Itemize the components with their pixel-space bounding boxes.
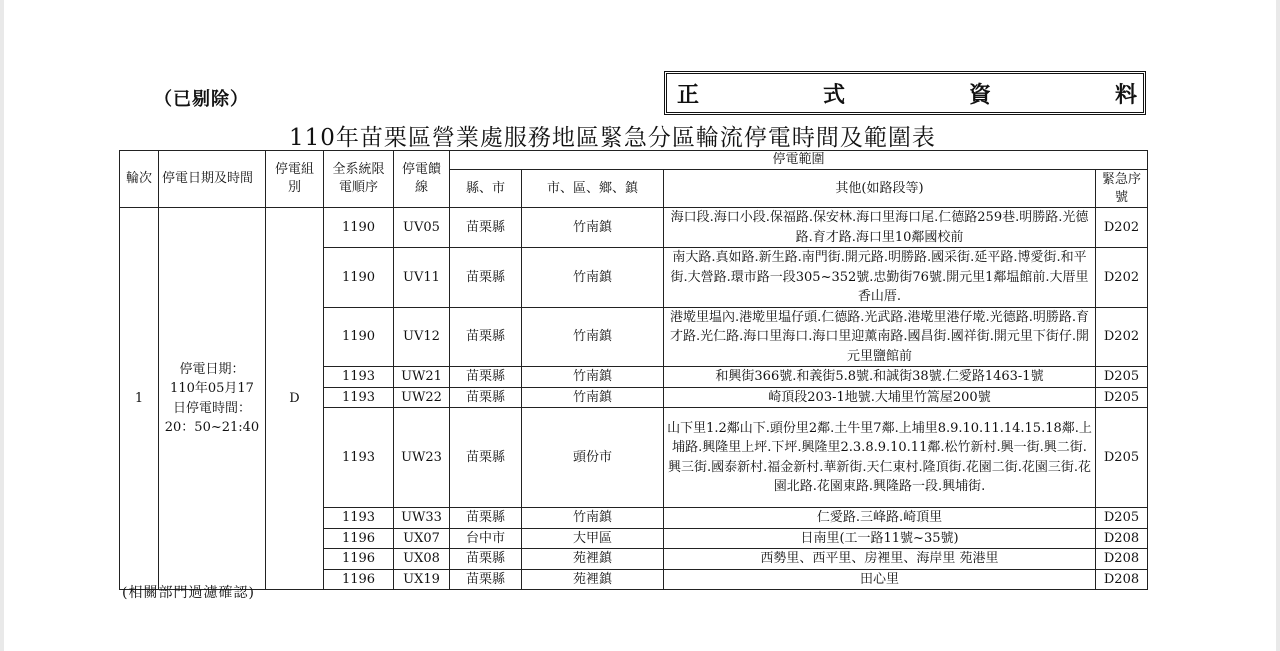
- emergency-code-cell: D205: [1096, 508, 1148, 529]
- township-cell: 大甲區: [522, 528, 664, 549]
- document-title: 110年苗栗區營業處服務地區緊急分區輪流停電時間及範圍表: [289, 125, 936, 151]
- emergency-code-cell: D202: [1096, 248, 1148, 308]
- header-other: 其他(如路段等): [664, 170, 1096, 208]
- feeder-cell: UW22: [394, 387, 450, 408]
- datetime-cell: [159, 208, 266, 590]
- group-cell: D: [266, 208, 324, 590]
- sequence-cell: 1193: [324, 387, 394, 408]
- county-cell: 苗栗縣: [450, 208, 522, 248]
- official-char: 料: [1114, 81, 1137, 108]
- header-scope: 停電範圍: [450, 151, 1148, 170]
- header-group: 停電組別: [266, 151, 324, 208]
- county-cell: 苗栗縣: [450, 569, 522, 590]
- emergency-code-cell: D205: [1096, 387, 1148, 408]
- other-cell: 海口段.海口小段.保福路.保安林.海口里海口尾.仁德路259巷.明勝路.光德路.育才路.海口里10鄰國校前: [664, 208, 1096, 248]
- feeder-cell: UX07: [394, 528, 450, 549]
- county-cell: 苗栗縣: [450, 307, 522, 367]
- footer-note: (相關部門過濾確認): [122, 585, 255, 601]
- county-cell: 苗栗縣: [450, 367, 522, 388]
- datetime-line: 20：50~21:40: [164, 420, 260, 435]
- official-char: 資: [968, 81, 991, 108]
- official-char: 正: [677, 81, 700, 108]
- official-char: 式: [822, 81, 845, 108]
- sequence-cell: 1193: [324, 367, 394, 388]
- other-cell: 日南里(工一路11號~35號): [664, 528, 1096, 549]
- sequence-cell: 1190: [324, 208, 394, 248]
- township-cell: 竹南鎮: [522, 508, 664, 529]
- deleted-label: （已剔除）: [154, 89, 249, 110]
- other-cell: 田心里: [664, 569, 1096, 590]
- feeder-cell: UW21: [394, 367, 450, 388]
- county-cell: 苗栗縣: [450, 387, 522, 408]
- sequence-cell: 1193: [324, 408, 394, 508]
- other-cell: 仁愛路.三峰路.崎頂里: [664, 508, 1096, 529]
- datetime-line: 日停電時間：: [172, 400, 251, 416]
- feeder-cell: UX19: [394, 569, 450, 590]
- township-cell: 竹南鎮: [522, 387, 664, 408]
- feeder-cell: UX08: [394, 549, 450, 570]
- other-cell: 西勢里、西平里、房裡里、海岸里 苑港里: [664, 549, 1096, 570]
- feeder-cell: UV12: [394, 307, 450, 367]
- sequence-cell: 1193: [324, 508, 394, 529]
- township-cell: 竹南鎮: [522, 248, 664, 308]
- township-cell: 頭份市: [522, 408, 664, 508]
- table-row: [120, 208, 1148, 248]
- other-cell: 和興街366號.和義街5.8號.和誠街38號.仁愛路1463-1號: [664, 367, 1096, 388]
- document-page: [4, 0, 1276, 651]
- round-cell: 1: [120, 208, 159, 590]
- other-cell: 南大路.真如路.新生路.南門街.開元路.明勝路.國采街.延平路.博愛街.和平街.大營路.環市路一段305~352號.忠勤街76號.開元里1鄰塭館前.大厝里香山厝.: [664, 248, 1096, 308]
- header-datetime: 停電日期及時間: [159, 151, 266, 208]
- township-cell: 竹南鎮: [522, 307, 664, 367]
- datetime-line: 停電日期：: [179, 361, 245, 377]
- other-cell: 山下里1.2鄰山下.頭份里2鄰.土牛里7鄰.上埔里8.9.10.11.14.15.18鄰.上埔路.興隆里上坪.下坪.興隆里2.3.8.9.10.11鄰.松竹新村.興一街.興二街.興三街.國泰新村.福金新村.華新街.天仁東村.隆頂街.花園二街.花園三街.花園北路.花園東路.興隆路一段.興埔街.: [664, 408, 1096, 508]
- emergency-code-cell: D208: [1096, 569, 1148, 590]
- emergency-code-cell: D202: [1096, 307, 1148, 367]
- sequence-cell: 1196: [324, 569, 394, 590]
- header-feeder: 停電饋線: [394, 151, 450, 208]
- township-cell: 竹南鎮: [522, 367, 664, 388]
- sequence-cell: 1196: [324, 528, 394, 549]
- township-cell: 苑裡鎮: [522, 549, 664, 570]
- datetime-line: 110年05月17: [170, 381, 254, 396]
- header-round: 輪次: [120, 151, 159, 208]
- sequence-cell: 1196: [324, 549, 394, 570]
- feeder-cell: UW33: [394, 508, 450, 529]
- other-cell: 崎頂段203-1地號.大埔里竹篙屋200號: [664, 387, 1096, 408]
- header-township: 市、區、鄉、鎮: [522, 170, 664, 208]
- emergency-code-cell: D208: [1096, 549, 1148, 570]
- county-cell: 苗栗縣: [450, 508, 522, 529]
- sequence-cell: 1190: [324, 248, 394, 308]
- official-data-box: [664, 71, 1146, 115]
- county-cell: 苗栗縣: [450, 549, 522, 570]
- feeder-cell: UV05: [394, 208, 450, 248]
- emergency-code-cell: D205: [1096, 408, 1148, 508]
- emergency-code-cell: D208: [1096, 528, 1148, 549]
- feeder-cell: UV11: [394, 248, 450, 308]
- county-cell: 苗栗縣: [450, 408, 522, 508]
- outage-schedule-table: [119, 150, 1148, 590]
- header-county: 縣、市: [450, 170, 522, 208]
- county-cell: 苗栗縣: [450, 248, 522, 308]
- header-sequence: 全系統限電順序: [324, 151, 394, 208]
- sequence-cell: 1190: [324, 307, 394, 367]
- county-cell: 台中市: [450, 528, 522, 549]
- township-cell: 竹南鎮: [522, 208, 664, 248]
- header-emergency: 緊急序號: [1096, 170, 1148, 208]
- other-cell: 港墘里塭內.港墘里塭仔頭.仁德路.光武路.港墘里港仔墘.光德路.明勝路.育才路.光仁路.海口里海口.海口里迎薰南路.國昌街.國祥街.開元里下街仔.開元里鹽館前: [664, 307, 1096, 367]
- township-cell: 苑裡鎮: [522, 569, 664, 590]
- emergency-code-cell: D205: [1096, 367, 1148, 388]
- emergency-code-cell: D202: [1096, 208, 1148, 248]
- feeder-cell: UW23: [394, 408, 450, 508]
